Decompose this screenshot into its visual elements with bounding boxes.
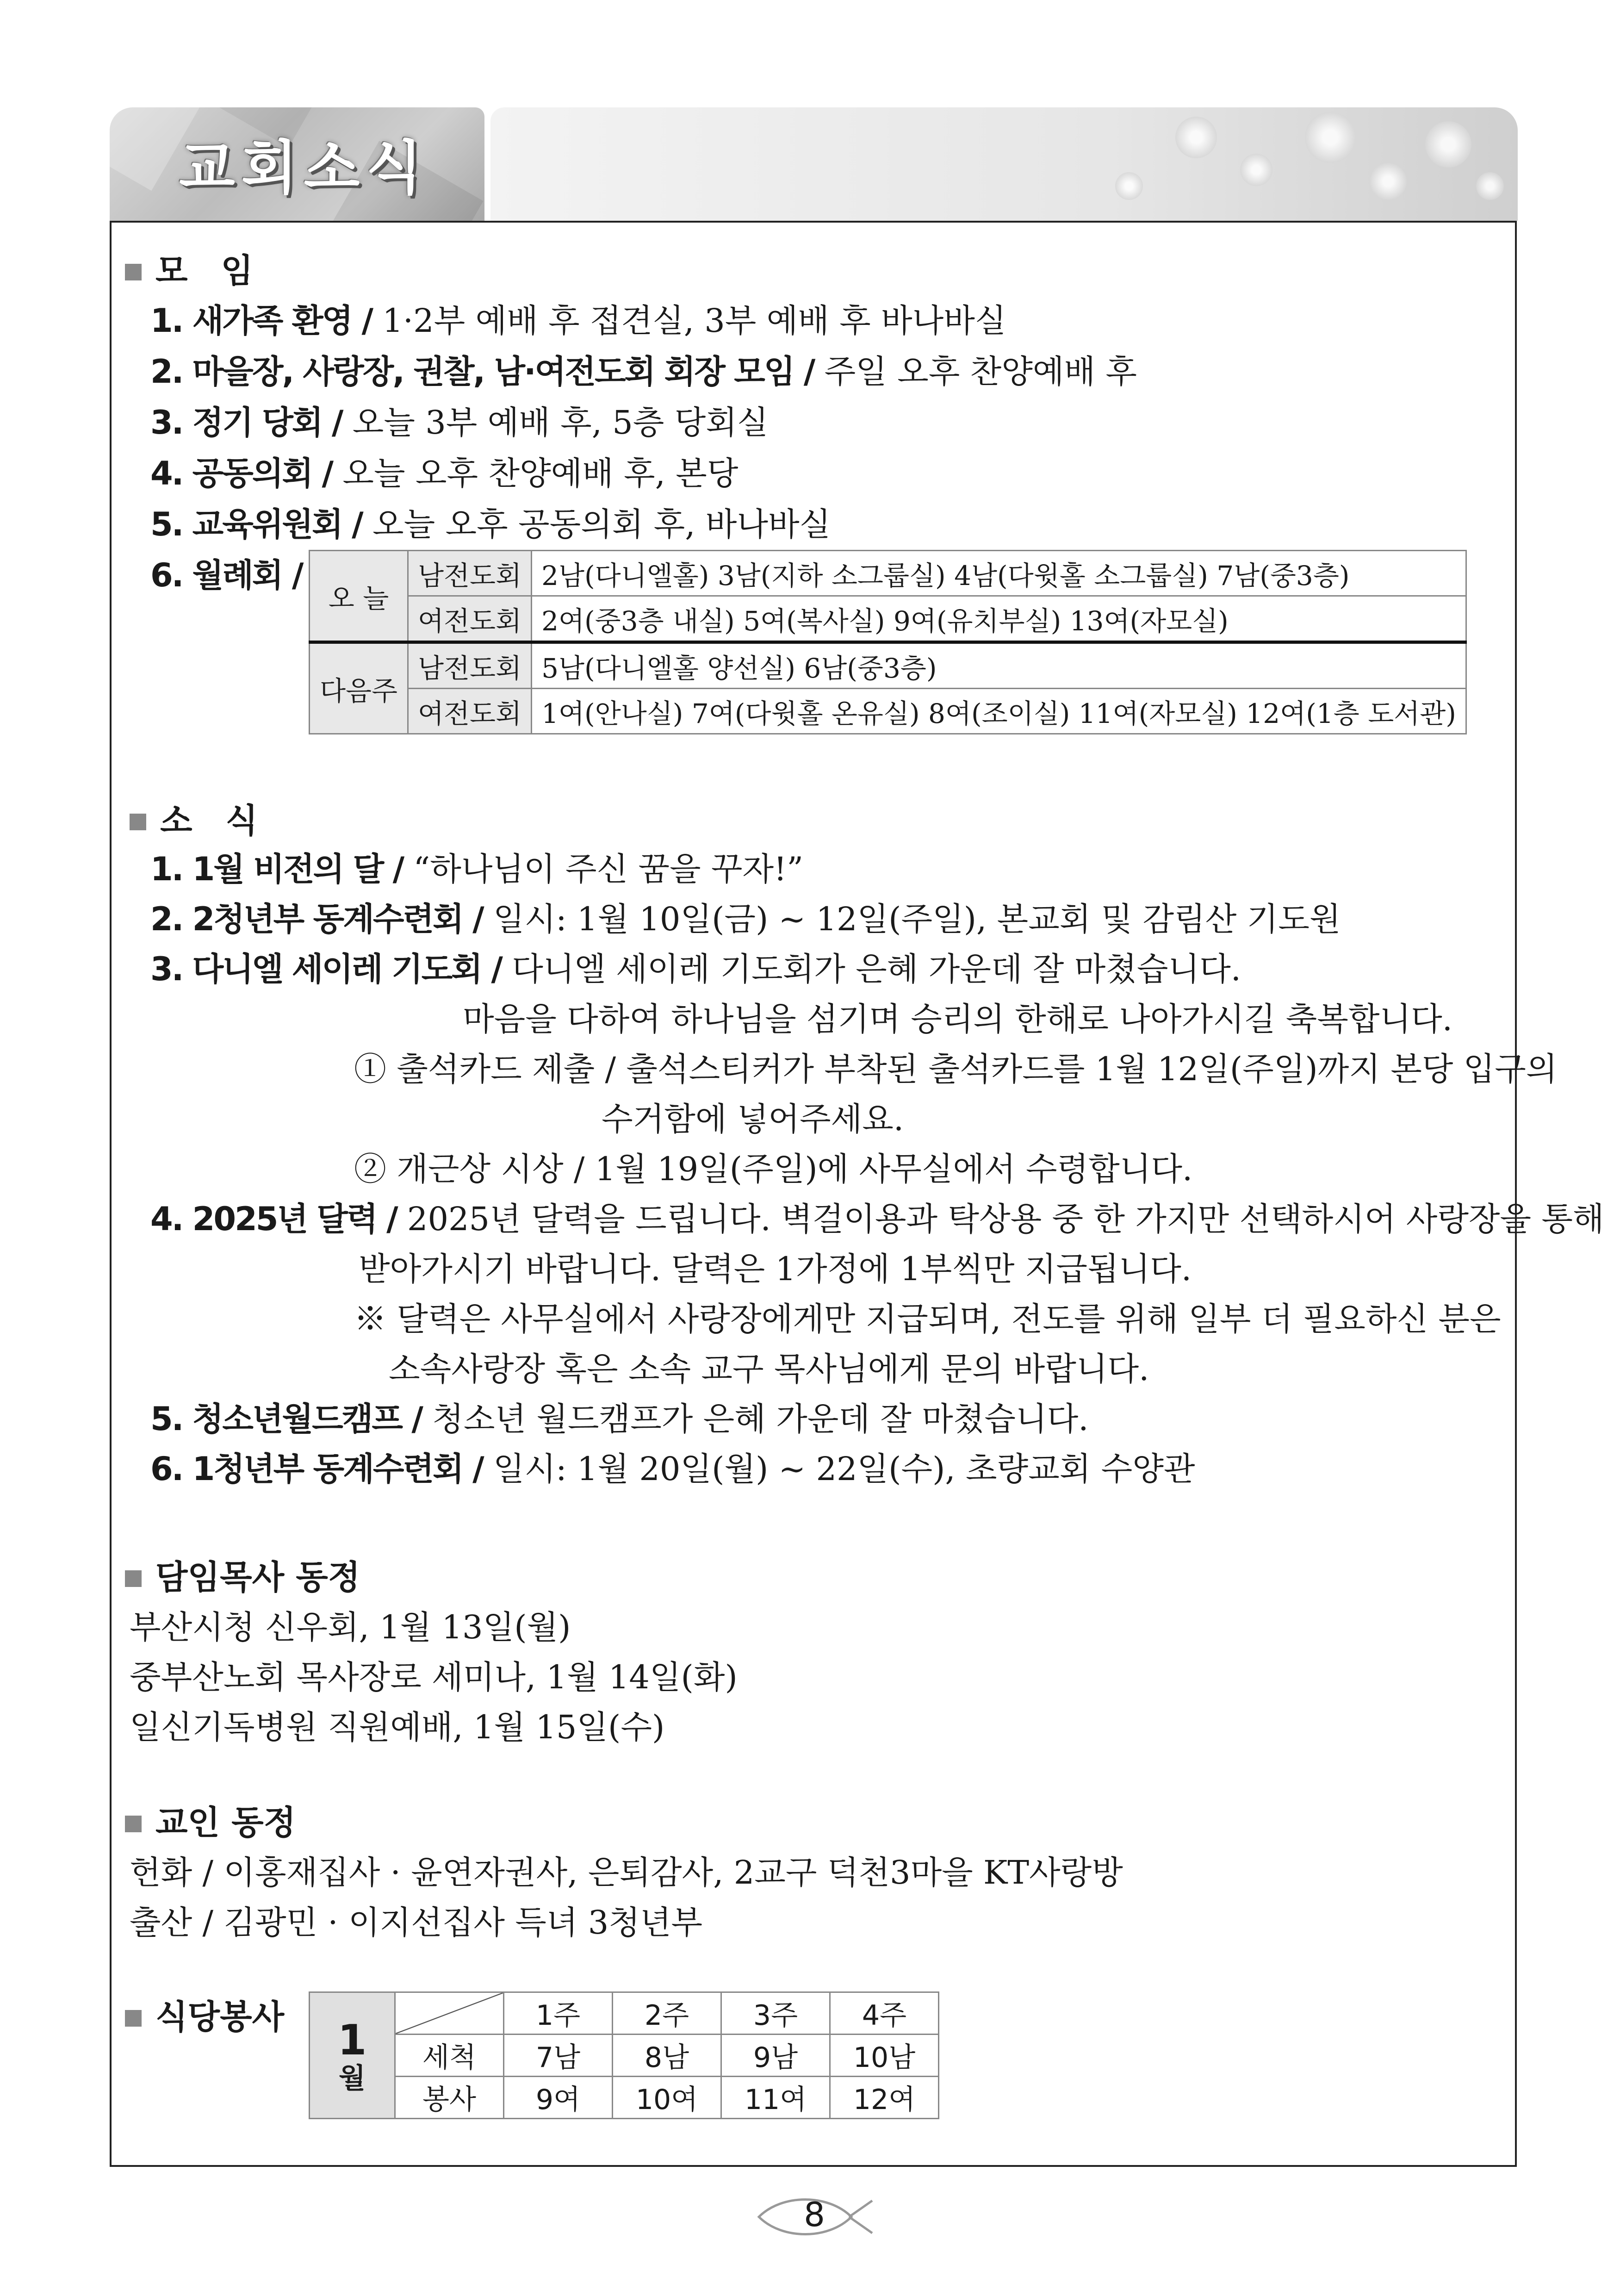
news-line: 3. 다니엘 세이레 기도회 / 다니엘 세이레 기도회가 은혜 가운데 잘 마쳤습니다. [150, 950, 1241, 988]
news-line: ② 개근상 시상 / 1월 19일(주일)에 사무실에서 수령합니다. [354, 1150, 1193, 1188]
table-row: 1 월 1주 2주 3주 4주 [310, 1992, 939, 2035]
square-bullet-icon [125, 1816, 142, 1832]
square-bullet-icon [125, 2010, 142, 2027]
meeting-item: 4. 공동의회 / 오늘 오후 찬양예배 후, 본당 [150, 454, 739, 492]
pastor-heading: 담임목사 동정 [125, 1550, 360, 1599]
news-line: ① 출석카드 제출 / 출석스티커가 부착된 출석카드를 1월 12일(주일)까지 본당 입구의 [354, 1050, 1558, 1088]
meeting-item: 3. 정기 당회 / 오늘 3부 예배 후, 5층 당회실 [150, 404, 769, 442]
diagonal-header-cell [395, 1992, 504, 2035]
page-title: 교회소식 [179, 135, 428, 202]
news-line: ※ 달력은 사무실에서 사랑장에게만 지급되며, 전도를 위해 일부 더 필요하신 분은 [354, 1300, 1501, 1338]
meeting-item: 2. 마을장, 사랑장, 권찰, 남·여전도회 회장 모임 / 주일 오후 찬양예배 후 [150, 353, 1137, 391]
square-bullet-icon [125, 1570, 142, 1587]
news-line: 받아가시기 바랍니다. 달력은 1가정에 1부씩만 지급됩니다. [359, 1250, 1192, 1288]
month-cell [310, 1992, 395, 2119]
page-number: 8 [804, 2195, 825, 2234]
table-row: 여전도회 1여(안나실) 7여(다윗홀 온유실) 8여(조이실) 11여(자모실) 12여(1층 도서관) [310, 689, 1466, 734]
pastor-line: 일신기독병원 직원예배, 1월 15일(수) [130, 1708, 665, 1746]
table-row: 세척 7남 8남 9남 10남 [310, 2035, 939, 2077]
monthly-meeting-table [309, 550, 1467, 734]
meeting-item: 5. 교육위원회 / 오늘 오후 공동의회 후, 바나바실 [150, 505, 831, 543]
kitchen-duty-table [309, 1991, 939, 2119]
meetings-heading: 모 임 [125, 244, 253, 292]
news-heading: 소 식 [130, 794, 258, 842]
next-week-label: 다음주 [310, 642, 408, 734]
table-row: 오 늘 남전도회 2남(다니엘홀) 3남(지하 소그룹실) 4남(다윗홀 소그룹실) 7남(중3층) [310, 551, 1466, 596]
header-title-panel [110, 107, 484, 221]
news-line: 4. 2025년 달력 / 2025년 달력을 드립니다. 벽걸이용과 탁상용 중 한 가지만 선택하시어 사랑장을 통해 [150, 1200, 1604, 1238]
news-line: 5. 청소년월드캠프 / 청소년 월드캠프가 은혜 가운데 잘 마쳤습니다. [150, 1400, 1089, 1438]
members-heading: 교인 동정 [125, 1796, 296, 1844]
square-bullet-icon [130, 814, 146, 830]
news-line: 2. 2청년부 동계수련회 / 일시: 1월 10일(금) ~ 12일(주일), 본교회 및 감림산 기도원 [150, 900, 1341, 938]
news-line: 수거함에 넣어주세요. [602, 1100, 904, 1138]
pastor-line: 부산시청 신우회, 1월 13일(월) [130, 1608, 571, 1646]
members-line: 출산 / 김광민 · 이지선집사 득녀 3청년부 [130, 1904, 703, 1941]
news-line: 소속사랑장 혹은 소속 교구 목사님에게 문의 바랍니다. [389, 1350, 1149, 1388]
pastor-line: 중부산노회 목사장로 세미나, 1월 14일(화) [130, 1658, 738, 1696]
month-number: 1 [337, 2016, 367, 2065]
members-line: 헌화 / 이홍재집사 · 윤연자권사, 은퇴감사, 2교구 덕천3마을 KT사랑방 [130, 1854, 1123, 1892]
diagonal-line-icon [396, 1993, 503, 2034]
today-label: 오 늘 [310, 551, 408, 642]
square-bullet-icon [125, 264, 142, 280]
table-row: 다음주 남전도회 5남(다니엘홀 양선실) 6남(중3층) [310, 642, 1466, 689]
news-line: 6. 1청년부 동계수련회 / 일시: 1월 20일(월) ~ 22일(수), 초량교회 수양관 [150, 1450, 1195, 1488]
meeting-item: 1. 새가족 환영 / 1·2부 예배 후 접견실, 3부 예배 후 바나바실 [150, 302, 1006, 340]
news-line: 1. 1월 비전의 달 / “하나님이 주신 꿈을 꾸자!” [150, 850, 804, 888]
kitchen-heading: 식당봉사 [125, 1990, 284, 2038]
month-unit: 월 [339, 2062, 366, 2095]
header-blossom-banner [490, 107, 1518, 221]
meeting-item: 6. 월례회 / [150, 556, 303, 594]
table-row: 봉사 9여 10여 11여 12여 [310, 2077, 939, 2119]
news-line: 마음을 다하여 하나님을 섬기며 승리의 한해로 나아가시길 축복합니다. [463, 1000, 1452, 1038]
table-row: 여전도회 2여(중3층 내실) 5여(복사실) 9여(유치부실) 13여(자모실) [310, 596, 1466, 642]
